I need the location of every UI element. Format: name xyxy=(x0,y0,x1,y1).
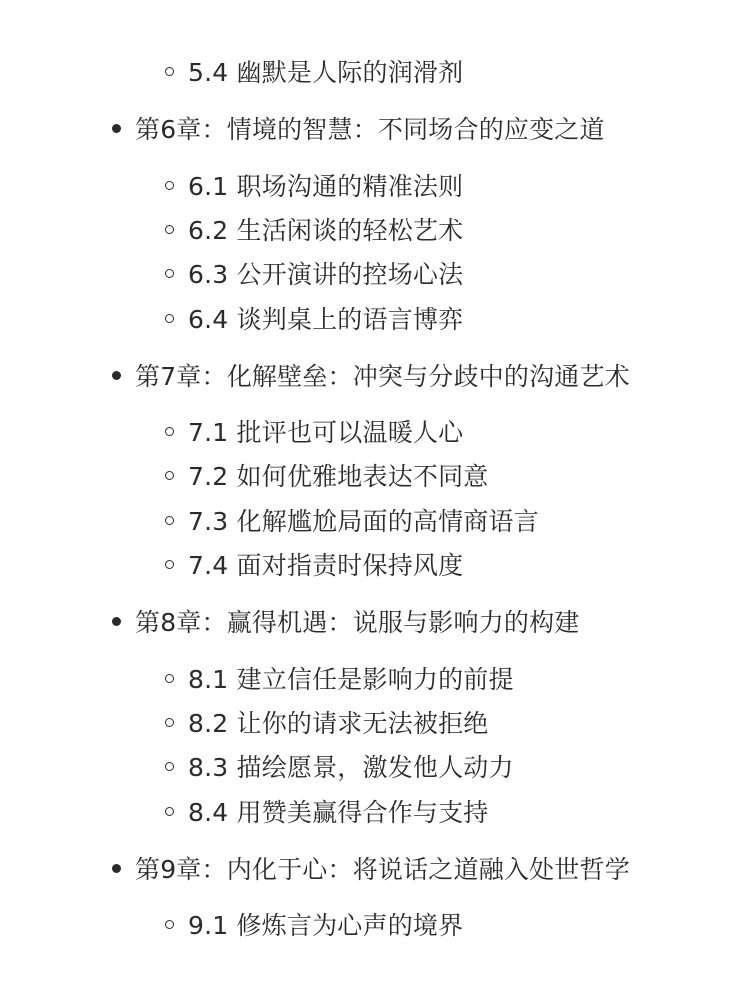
list-item xyxy=(0,904,463,944)
chapter-title: 第6章：情境的智慧：不同场合的应变之道 xyxy=(135,115,605,144)
chapter-title: 第9章：内化于心：将说话之道融入处世哲学 xyxy=(135,855,630,884)
list-item xyxy=(0,500,539,540)
circle-bullet-icon xyxy=(165,762,174,771)
disc-bullet-icon xyxy=(112,617,121,626)
list-item xyxy=(0,544,463,584)
list-item xyxy=(0,108,605,148)
list-item xyxy=(0,848,630,888)
section-title: 7.1 批评也可以温暖人心 xyxy=(188,418,464,447)
disc-bullet-icon xyxy=(112,864,121,873)
circle-bullet-icon xyxy=(165,807,174,816)
section-title: 6.1 职场沟通的精准法则 xyxy=(188,172,464,201)
chapter-title: 第7章：化解壁垒：冲突与分歧中的沟通艺术 xyxy=(135,362,630,391)
list-item xyxy=(0,253,463,293)
section-title: 6.3 公开演讲的控场心法 xyxy=(188,260,464,289)
section-title: 7.2 如何优雅地表达不同意 xyxy=(188,462,489,491)
list-item xyxy=(0,601,580,641)
list-item xyxy=(0,702,489,742)
circle-bullet-icon xyxy=(165,181,174,190)
list-item xyxy=(0,455,489,495)
section-title: 6.4 谈判桌上的语言博弈 xyxy=(188,305,464,334)
section-title: 9.1 修炼言为心声的境界 xyxy=(188,911,464,940)
chapter-title: 第8章：赢得机遇：说服与影响力的构建 xyxy=(135,608,580,637)
list-item xyxy=(0,209,463,249)
circle-bullet-icon xyxy=(165,427,174,436)
disc-bullet-icon xyxy=(112,371,121,380)
list-item xyxy=(0,791,489,831)
list-item xyxy=(0,746,514,786)
circle-bullet-icon xyxy=(165,560,174,569)
section-title: 6.2 生活闲谈的轻松艺术 xyxy=(188,216,464,245)
circle-bullet-icon xyxy=(165,516,174,525)
section-title: 5.4 幽默是人际的润滑剂 xyxy=(188,58,464,87)
list-item xyxy=(0,51,463,91)
circle-bullet-icon xyxy=(165,471,174,480)
circle-bullet-icon xyxy=(165,674,174,683)
circle-bullet-icon xyxy=(165,718,174,727)
section-title: 7.3 化解尴尬局面的高情商语言 xyxy=(188,507,539,536)
list-item xyxy=(0,411,463,451)
list-item xyxy=(0,355,630,395)
disc-bullet-icon xyxy=(112,124,121,133)
section-title: 7.4 面对指责时保持风度 xyxy=(188,551,464,580)
list-item xyxy=(0,298,463,338)
section-title: 8.3 描绘愿景，激发他人动力 xyxy=(188,753,514,782)
list-item xyxy=(0,658,514,698)
circle-bullet-icon xyxy=(165,269,174,278)
circle-bullet-icon xyxy=(165,225,174,234)
list-item xyxy=(0,165,463,205)
section-title: 8.4 用赞美赢得合作与支持 xyxy=(188,798,489,827)
section-title: 8.2 让你的请求无法被拒绝 xyxy=(188,709,489,738)
circle-bullet-icon xyxy=(165,920,174,929)
circle-bullet-icon xyxy=(165,314,174,323)
section-title: 8.1 建立信任是影响力的前提 xyxy=(188,665,514,694)
circle-bullet-icon xyxy=(165,67,174,76)
